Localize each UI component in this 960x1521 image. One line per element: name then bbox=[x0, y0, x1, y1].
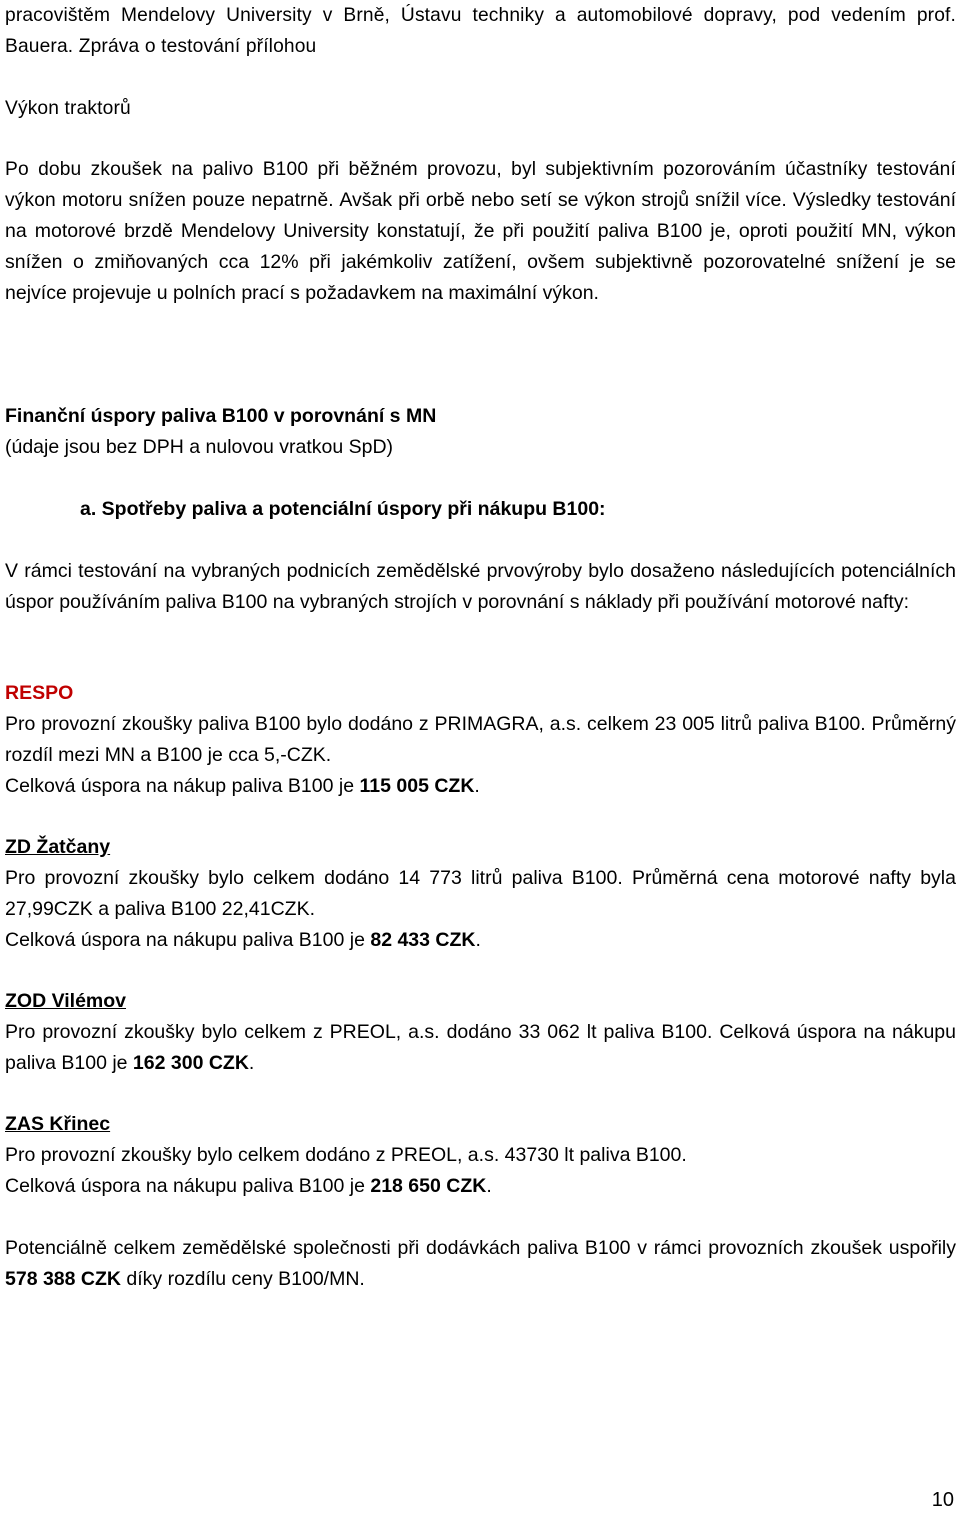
saving-value: 218 650 CZK bbox=[370, 1175, 487, 1197]
farm-text-respo: Pro provozní zkoušky paliva B100 bylo dodáno z PRIMAGRA, a.s. celkem 23 005 litrů paliva B100. Průměrný rozdíl mezi MN a B100 je cca 5,-CZK. bbox=[5, 713, 956, 766]
farm-text: Pro provozní zkoušky bylo celkem z PREOL, a.s. dodáno 33 062 lt paliva B100. Celková úspora na nákupu paliva B100 je bbox=[5, 1021, 956, 1074]
total-suffix: díky rozdílu ceny B100/MN. bbox=[120, 1267, 365, 1290]
farm-name-zatcany: ZD Žatčany bbox=[5, 836, 111, 858]
page-number: 10 bbox=[931, 1489, 954, 1511]
tractor-power-heading: Výkon traktorů bbox=[5, 98, 131, 119]
tractor-power-text-calibri: Avšak při orbě nebo setí se výkon strojů snížil více. Výsledky testování na motorové brzdě Mendelovy University konstatují, že při použití paliva B100 je, oproti použití MN, výkon snížen o zmiňovaných cca 12% při jakémkoliv zatížení, ovšem subjektivně pozorovatelné snížení je se nejvíce projevuje u polních prací s požadavkem na maximální výkon. bbox=[5, 189, 956, 304]
saving-value: 82 433 CZK bbox=[370, 929, 476, 951]
farm-saving-krinec bbox=[5, 1171, 956, 1202]
total-value: 578 388 CZK bbox=[5, 1267, 121, 1290]
farm-name-respo: RESPO bbox=[5, 682, 74, 704]
saving-value: 115 005 CZK bbox=[359, 775, 475, 797]
intro-paragraph bbox=[5, 0, 956, 62]
saving-suffix: . bbox=[475, 929, 481, 951]
savings-title: Finanční úspory paliva B100 v porovnání s MN bbox=[5, 405, 437, 427]
intro-text: pracovištěm Mendelovy University v Brně, Ústavu techniky a automobilové dopravy, pod vedením prof. Bauera. Zpráva o testování přílohou bbox=[5, 5, 956, 57]
farm-saving-zatcany bbox=[5, 925, 956, 956]
farm-name-vilemov: ZOD Vilémov bbox=[5, 990, 127, 1012]
savings-subtitle: (údaje jsou bez DPH a nulovou vratkou SpD) bbox=[5, 436, 394, 458]
saving-prefix: Celková úspora na nákupu paliva B100 je bbox=[5, 1175, 371, 1197]
tractor-power-text-arial: Po dobu zkoušek na palivo B100 při běžném provozu, byl subjektivním pozorováním účastníky testování výkon motoru snížen pouze nepatrně. bbox=[5, 159, 956, 211]
total-savings-paragraph bbox=[5, 1233, 956, 1295]
saving-prefix: Celková úspora na nákupu paliva B100 je bbox=[5, 929, 371, 951]
saving-suffix: . bbox=[474, 775, 480, 797]
saving-value: 162 300 CZK bbox=[132, 1051, 249, 1074]
tractor-power-paragraph bbox=[5, 154, 956, 309]
farm-text-zatcany: Pro provozní zkoušky bylo celkem dodáno 14 773 litrů paliva B100. Průměrná cena motorové nafty byla 27,99CZK a paliva B100 22,41CZK. bbox=[5, 867, 956, 920]
farm-text-vilemov bbox=[5, 1017, 956, 1079]
saving-prefix: Celková úspora na nákup paliva B100 je bbox=[5, 775, 360, 797]
farm-text-krinec: Pro provozní zkoušky bylo celkem dodáno z PREOL, a.s. 43730 lt paliva B100. bbox=[5, 1144, 687, 1166]
total-prefix: Potenciálně celkem zemědělské společnosti při dodávkách paliva B100 v rámci provozních zkoušek uspořily bbox=[5, 1237, 956, 1259]
saving-suffix: . bbox=[248, 1051, 255, 1074]
savings-intro-paragraph: V rámci testování na vybraných podnicích zemědělské prvovýroby bylo dosaženo následujících potenciálních úspor používáním paliva B100 na vybraných strojích v porovnání s náklady při používání motorové nafty: bbox=[5, 560, 956, 613]
farm-saving-respo bbox=[5, 771, 956, 802]
farm-name-krinec: ZAS Křinec bbox=[5, 1113, 111, 1135]
section-a-heading: a. Spotřeby paliva a potenciální úspory při nákupu B100: bbox=[80, 498, 606, 520]
saving-suffix: . bbox=[486, 1175, 492, 1197]
